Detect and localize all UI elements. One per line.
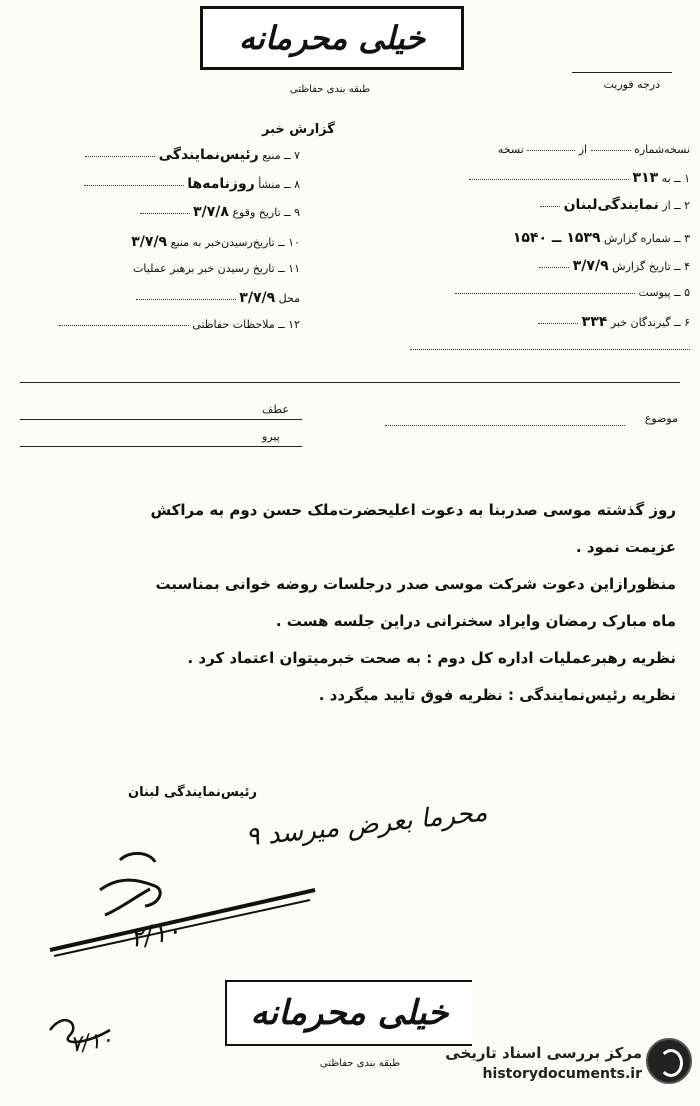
ref-atf-label: عطف bbox=[262, 403, 289, 416]
archive-logo-icon bbox=[646, 1038, 692, 1084]
recipients-label: ۶ ــ گیرندگان خبر bbox=[610, 316, 690, 329]
report-date-label: ۴ ــ تاریخ گزارش bbox=[612, 260, 690, 273]
occurrence-date-label: ۹ ــ تاریخ وقوع bbox=[232, 206, 300, 219]
left-field-source bbox=[85, 147, 300, 163]
handwritten-date-left: ۲/۱۰ bbox=[127, 915, 183, 955]
ref-peyro-line bbox=[20, 446, 302, 447]
source-value: رئیس‌نمایندگی bbox=[158, 147, 259, 163]
top-stamp-title: خیلی محرمانه bbox=[238, 19, 426, 57]
watermark-org: مرکز بررسی اسناد تاریخی bbox=[445, 1044, 642, 1062]
from-label: ۲ ــ از bbox=[662, 199, 690, 212]
priority-label: درجه فوریت bbox=[603, 78, 660, 91]
arrival-source-label: ۱۰ ــ تاریخ‌رسیدن‌خبر به منبع bbox=[170, 236, 300, 249]
place-label: محل bbox=[278, 292, 300, 305]
report-date-value: ۳/۷/۹ bbox=[572, 258, 609, 274]
top-classification-stamp bbox=[200, 6, 464, 70]
report-number-value: ۱۵۳۹ ــ ۱۵۴۰ bbox=[512, 230, 601, 246]
right-field-from bbox=[540, 197, 690, 213]
signature-label: رئیس‌نمایندگی لبنان bbox=[128, 785, 257, 800]
left-field-occurrence-date bbox=[140, 204, 300, 220]
top-stamp-subtitle: طبقه بندی حفاظتی bbox=[289, 84, 371, 95]
body-line-4: ماه مبارک رمضان وایراد سخنرانی دراین جلسه هست . bbox=[275, 612, 676, 630]
to-label: ۱ ــ به bbox=[661, 172, 690, 185]
notes-label: ۱۲ ــ ملاحظات حفاظتی bbox=[192, 318, 300, 331]
place-value: ۳/۷/۹ bbox=[239, 290, 276, 306]
form-divider bbox=[20, 382, 680, 383]
right-field-recipients bbox=[538, 314, 690, 330]
arrival-ops-label: ۱۱ ــ تاریخ رسیدن خبر برهبر عملیات bbox=[133, 262, 300, 275]
bottom-stamp-subtitle: طبقه بندی حفاظتی bbox=[319, 1058, 401, 1069]
bottom-stamp-title: خیلی محرمانه bbox=[250, 993, 449, 1033]
priority-line bbox=[572, 72, 672, 73]
right-field-copy bbox=[498, 143, 690, 156]
copy-of-label: از bbox=[578, 143, 588, 156]
watermark-site: historydocuments.ir bbox=[482, 1066, 642, 1082]
left-field-origin bbox=[84, 176, 300, 192]
ref-atf-line bbox=[20, 419, 302, 420]
arrival-source-value: ۳/۷/۹ bbox=[131, 234, 168, 250]
form-title: گزارش خبر bbox=[262, 122, 335, 137]
source-label: ۷ ــ منبع bbox=[262, 149, 300, 162]
right-field-report-date bbox=[539, 258, 690, 274]
copy-number-label: نسخه‌شماره bbox=[634, 143, 690, 156]
from-value: نمایندگی‌لبنان bbox=[563, 197, 659, 213]
report-number-label: ۳ ــ شماره گزارش bbox=[604, 232, 690, 245]
body-line-2: عزیمت نمود . bbox=[575, 538, 676, 556]
subject-label: موضوع bbox=[644, 412, 678, 425]
copy-end-label: نسخه bbox=[497, 143, 524, 156]
right-field-blank bbox=[410, 342, 690, 355]
occurrence-date-value: ۳/۷/۸ bbox=[193, 204, 229, 220]
right-field-attachment bbox=[455, 286, 690, 299]
report-body bbox=[22, 492, 676, 714]
watermark-logo bbox=[392, 1028, 692, 1094]
attachment-label: ۵ ــ پیوست bbox=[638, 286, 690, 299]
body-line-5: نظریه رهبرعملیات اداره کل دوم : به صحت خبرمیتوان اعتماد کرد . bbox=[187, 649, 676, 667]
left-field-arrival-source bbox=[131, 234, 300, 250]
left-field-place bbox=[136, 290, 300, 306]
right-field-report-number bbox=[513, 230, 690, 246]
recipients-value: ۳۳۴ bbox=[581, 314, 608, 330]
body-line-3: منظورازاین دعوت شرکت موسی صدر درجلسات روضه خوانی بمناسبت bbox=[155, 575, 676, 593]
left-field-arrival-ops bbox=[133, 262, 300, 275]
ref-peyro-label: پیرو bbox=[262, 430, 280, 443]
handwritten-note-right: محرما بعرض میرسد ۹ bbox=[244, 797, 489, 853]
to-value: ۳۱۳ bbox=[632, 170, 659, 186]
left-field-notes bbox=[59, 318, 300, 331]
body-line-1: روز گذشته موسی صدربنا به دعوت اعلیحضرت‌ملک حسن دوم به مراکش bbox=[150, 501, 676, 519]
body-line-6: نظریه رئیس‌نمایندگی : نظریه فوق تایید میگردد . bbox=[318, 686, 676, 704]
right-field-to bbox=[469, 170, 690, 186]
origin-value: روزنامه‌ها bbox=[187, 176, 255, 192]
subject-dots bbox=[385, 418, 625, 431]
origin-label: ۸ ــ منشأ bbox=[258, 178, 300, 191]
handwritten-date-bottom: ۷/۱۰ bbox=[68, 1027, 115, 1058]
